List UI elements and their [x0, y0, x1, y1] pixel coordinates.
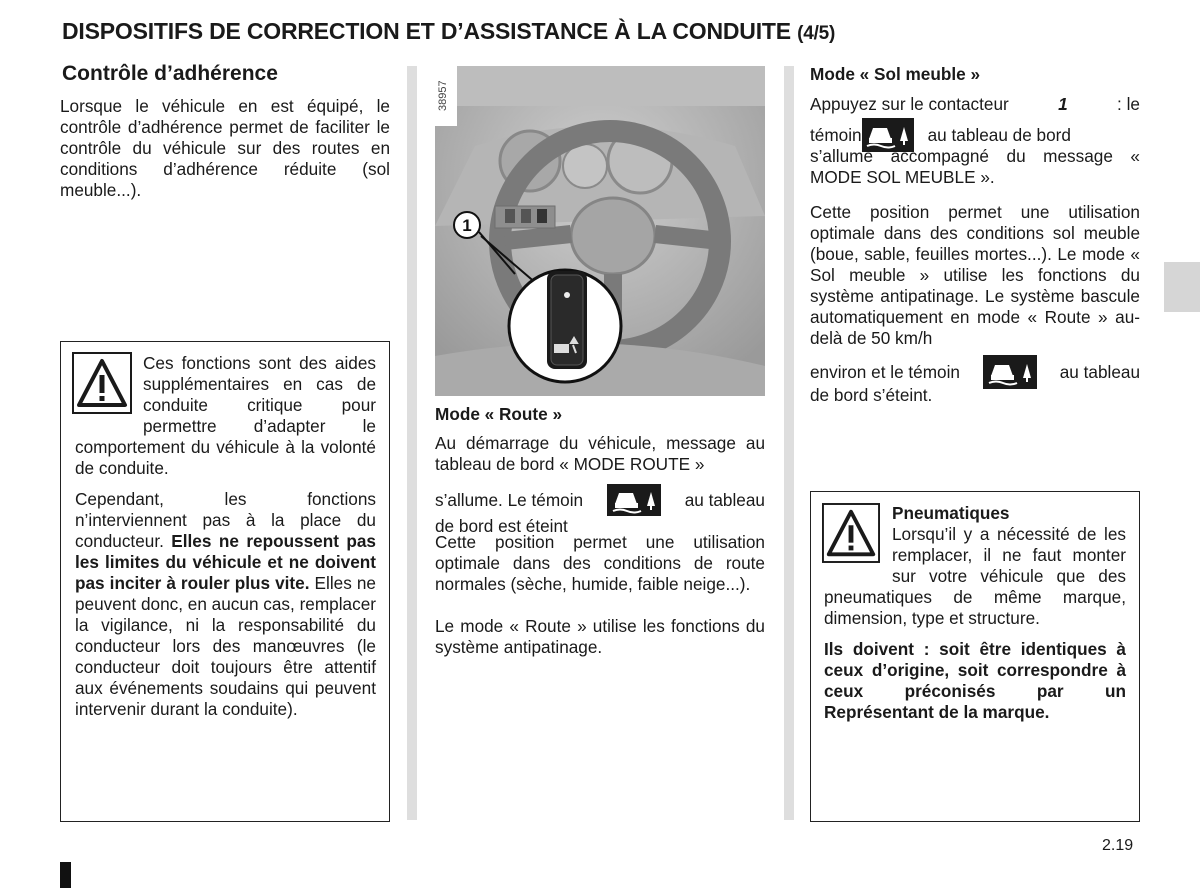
route-paragraph-1: Au démarrage du véhicule, message au tableau de bord « MODE ROUTE »: [435, 433, 765, 474]
route-paragraph-4: Le mode « Route » utilise les fonctions du système antipatinage.: [435, 616, 765, 657]
warning-paragraph-2: Cependant, les fonctions n’interviennent pas à la place du conducteur. Elles ne repoussent pas les limites du véhicule et ne doivent pas inciter à rouler plus vite. Elles ne peuvent donc, en aucun cas, remplacer la vigilance, ni la responsabilité du conducteur lors des manœuvres (le conducteur doit toujours être attentif aux événements soudains qui peuvent intervenir durant la conduite).: [75, 489, 376, 719]
photo-callout-number: 1: [462, 216, 472, 235]
traction-control-icon: [607, 484, 661, 516]
dashboard-photo: [435, 66, 765, 396]
switch-number: 1: [1058, 94, 1068, 114]
sol-paragraph-2: témoin au tableau de bord s’allume accompagné du message « MODE SOL MEUBLE ».: [810, 118, 1140, 188]
warning-paragraph-1: Ces fonctions sont des aides supplémentaires en cas de conduite critique pour permettre d’adapter le comportement du véhicule à la volonté de conduite.: [75, 353, 376, 478]
pneumatiques-bold: Ils doivent : soit être identiques à ceux d’origine, soit correspondre à ceux préconisés par un Représentant de la marque.: [824, 639, 1126, 722]
pneumatiques-title: Pneumatiques: [892, 503, 1010, 523]
photo-code: 38957: [437, 80, 449, 112]
sol-paragraph-3: Cette position permet une utilisation optimale dans des conditions sol meuble (boue, sable, feuilles mortes...). Le mode « Sol meuble » utilise les fonctions du système antipatinage. Le système bascule automatiquement en mode « Route » au-delà de 50 km/h: [810, 202, 1140, 348]
column-gutter: [407, 66, 417, 820]
footer-marker: [60, 862, 71, 888]
chapter-tab: [1164, 262, 1200, 312]
page-title: DISPOSITIFS DE CORRECTION ET D’ASSISTANCE À LA CONDUITE (4/5): [62, 18, 836, 44]
page-number: 2.19: [1102, 837, 1134, 854]
pneumatiques-body: Lorsqu’il y a nécessité de les remplacer, il ne faut monter sur votre véhicule que des pneumatiques de même marque, dimension, type et structure.: [824, 524, 1126, 628]
page-indicator: (4/5): [797, 23, 836, 44]
column-gutter: [784, 66, 794, 820]
mode-route-label: Mode « Route »: [435, 404, 563, 424]
route-paragraph-3: Cette position permet une utilisation optimale dans des conditions de route normales (sèche, humide, faible neige...).: [435, 532, 765, 594]
route-paragraph-2: s’allume. Le témoin au tableau de bord est éteint: [435, 484, 765, 537]
intro-paragraph: Lorsque le véhicule en est équipé, le contrôle d’adhérence permet de faciliter le contrôle du véhicule sur des routes en conditions d’adhérence réduite (sol meuble...).: [60, 96, 390, 200]
mode-sol-meuble-label: Mode « Sol meuble »: [810, 64, 981, 84]
traction-control-icon: [983, 355, 1037, 389]
pneumatiques-text: [824, 503, 1126, 723]
section-heading: Contrôle d’adhérence: [62, 62, 278, 85]
sol-paragraph-1: Appuyez sur le contacteur 1 : le: [810, 94, 1140, 114]
warning-text: [75, 353, 376, 720]
sol-paragraph-4: environ et le témoin au tableau de bord s’éteint.: [810, 355, 1140, 406]
